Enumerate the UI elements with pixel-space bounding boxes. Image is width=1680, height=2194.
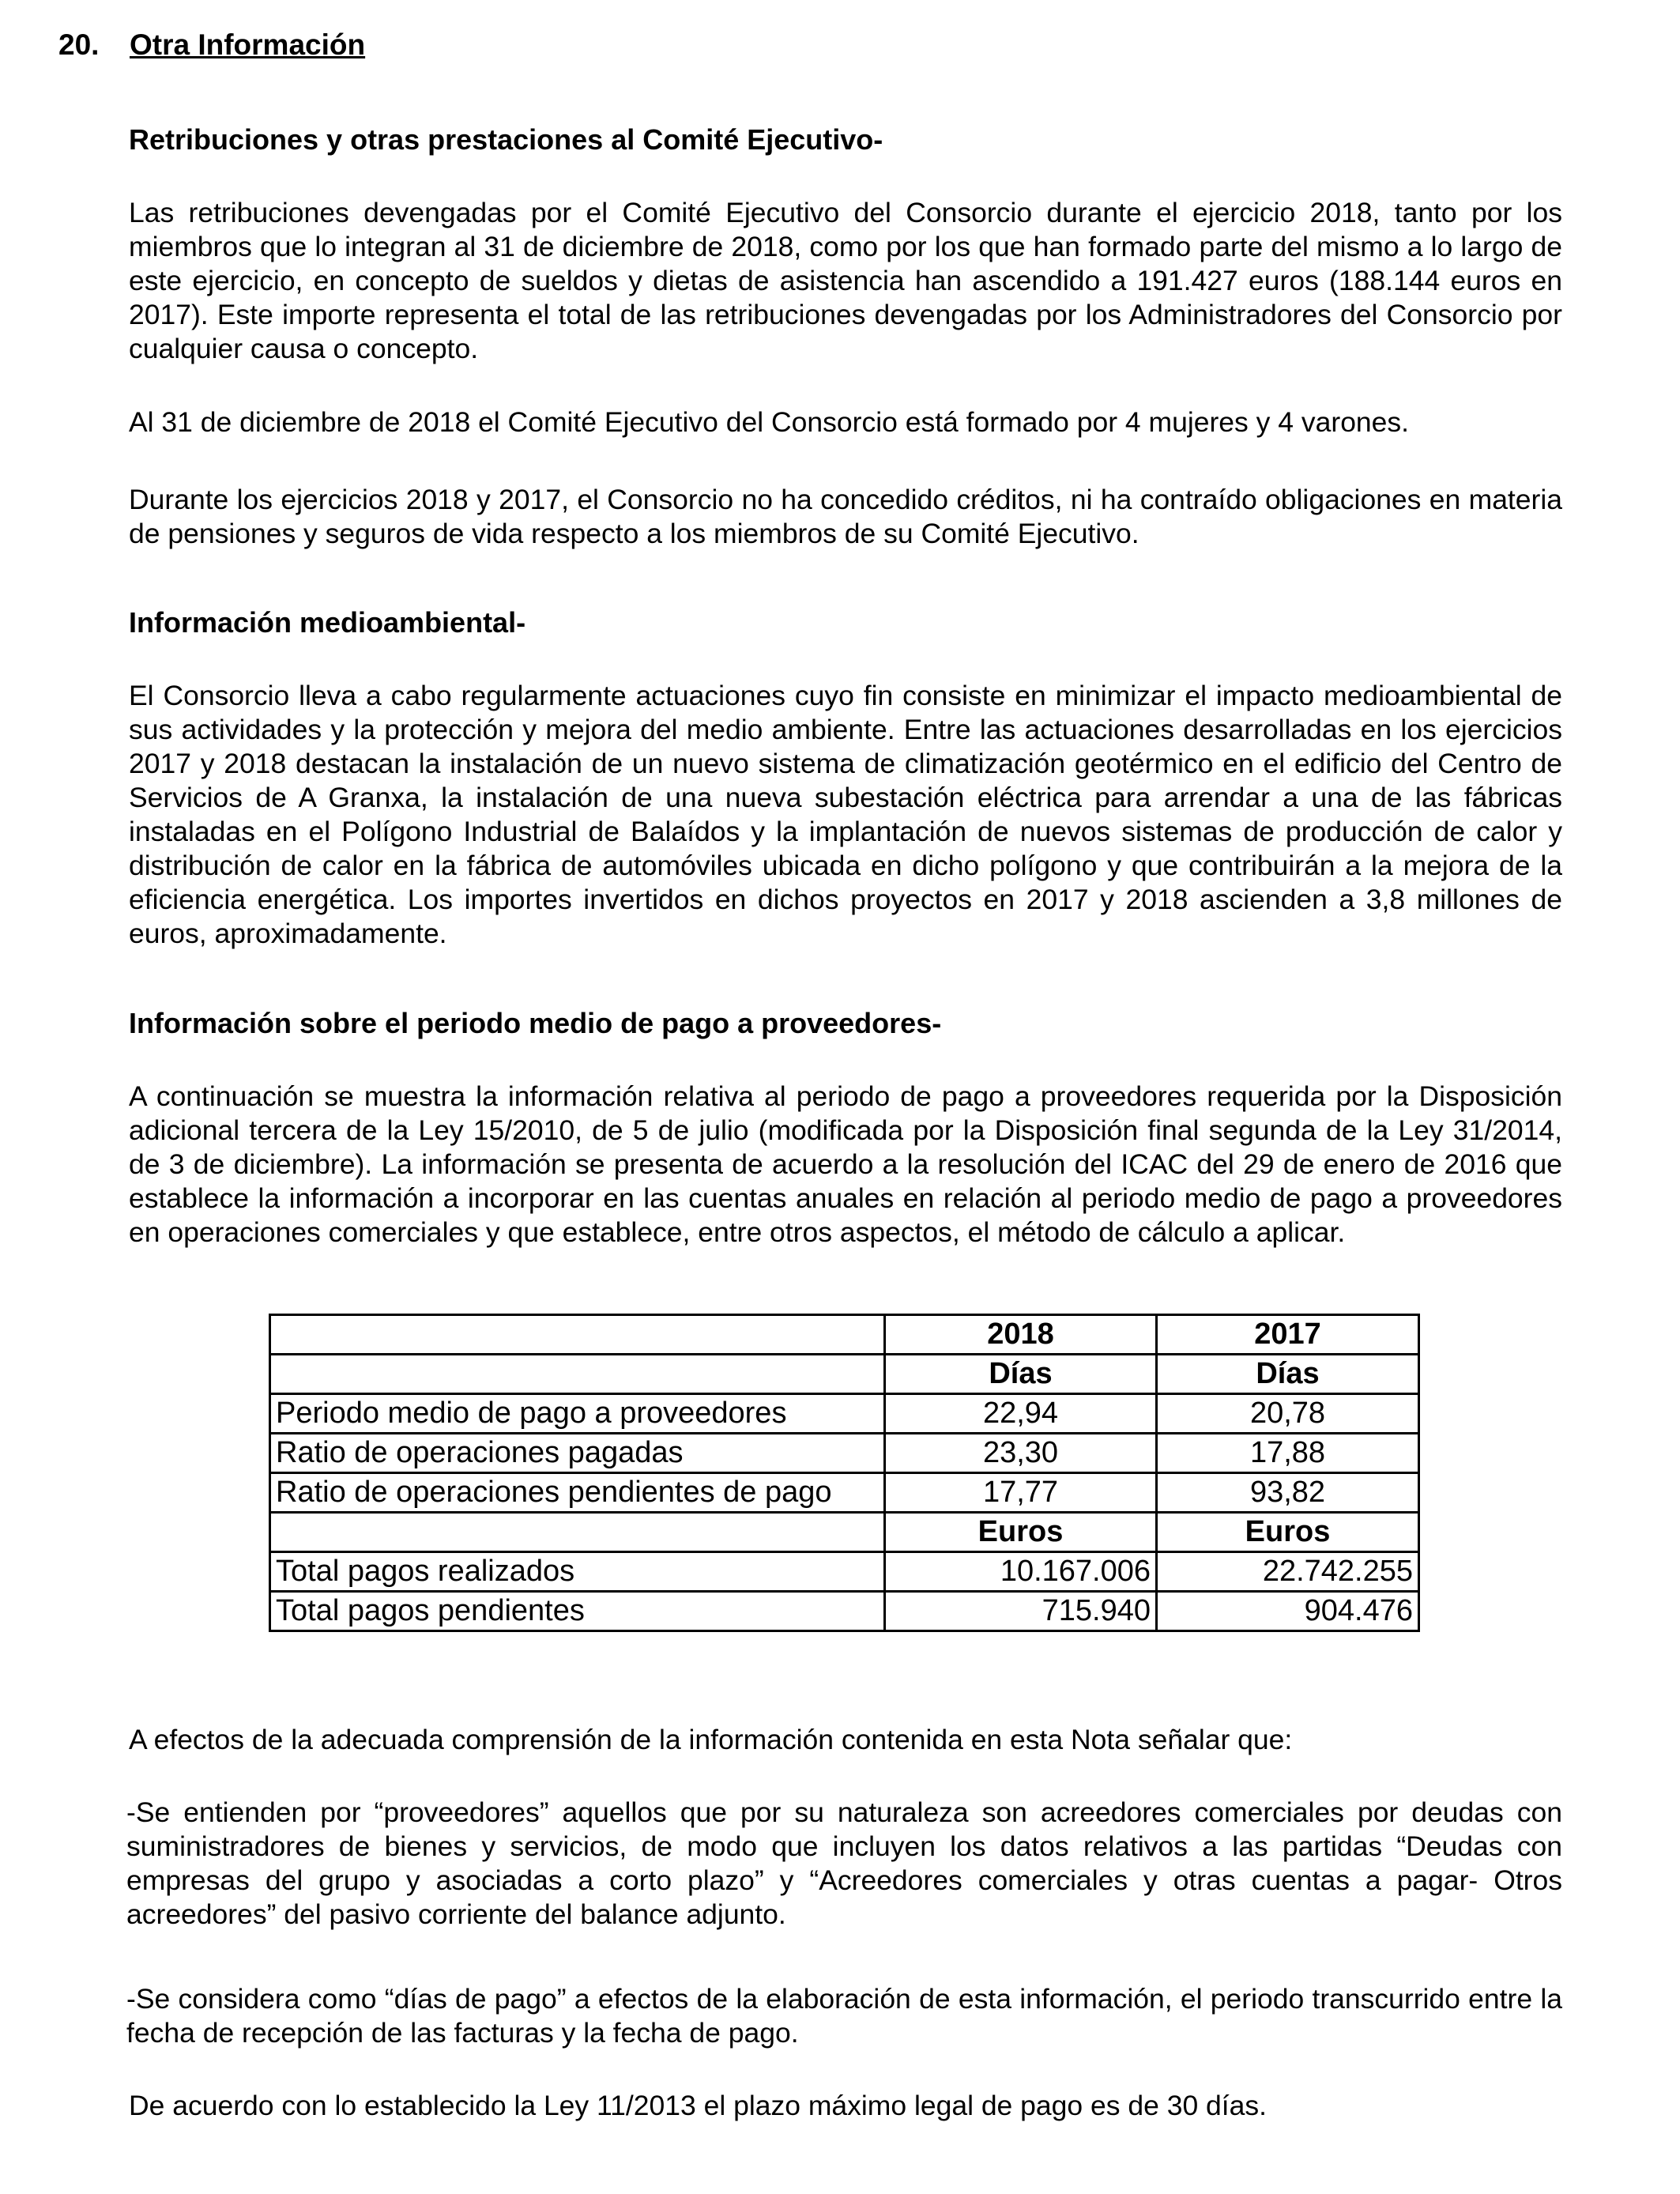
section-title-retribuciones: Retribuciones y otras prestaciones al Comité Ejecutivo- (129, 123, 883, 156)
table-row (270, 1552, 1419, 1592)
table-row (270, 1434, 1419, 1473)
table-row-label: Ratio de operaciones pagadas (270, 1434, 885, 1473)
pago-table-wrapper (269, 1314, 1418, 1632)
table-row (270, 1394, 1419, 1434)
table-cell-2017: 93,82 (1157, 1473, 1419, 1513)
table-unit-euros-2017: Euros (1157, 1513, 1419, 1552)
table-row-label: Total pagos pendientes (270, 1592, 885, 1631)
table-cell-2017: 17,88 (1157, 1434, 1419, 1473)
table-empty-cell (270, 1315, 885, 1355)
table-unit-days-2018: Días (885, 1355, 1157, 1394)
retribuciones-paragraph-3: Durante los ejercicios 2018 y 2017, el Consorcio no ha concedido créditos, ni ha contraído obligaciones en materia de pensiones y seguros de vida respecto a los miembros de su Comité Ejecutivo. (129, 484, 1562, 549)
pago-closing: De acuerdo con lo establecido la Ley 11/2013 el plazo máximo legal de pago es de 30 días. (129, 2090, 1268, 2121)
table-header-2017: 2017 (1157, 1315, 1419, 1355)
table-empty-cell (270, 1513, 885, 1552)
table-row-label: Total pagos realizados (270, 1552, 885, 1592)
table-cell-2018: 17,77 (885, 1473, 1157, 1513)
section-title-pago-proveedores: Información sobre el periodo medio de pago a proveedores- (129, 1007, 942, 1039)
table-cell-2018: 10.167.006 (885, 1552, 1157, 1592)
pago-bullet-dias-de-pago: -Se considera como “días de pago” a efectos de la elaboración de esta información, el periodo transcurrido entre la fecha de recepción de las facturas y la fecha de pago. (126, 1983, 1562, 2049)
section-title-medioambiental: Información medioambiental- (129, 606, 526, 639)
table-header-row-years (270, 1315, 1419, 1355)
table-header-row-euros (270, 1513, 1419, 1552)
table-row-label: Ratio de operaciones pendientes de pago (270, 1473, 885, 1513)
table-row (270, 1473, 1419, 1513)
table-cell-2017: 20,78 (1157, 1394, 1419, 1434)
table-cell-2018: 715.940 (885, 1592, 1157, 1631)
pago-paragraph: A continuación se muestra la información relativa al periodo de pago a proveedores requerida por la Disposición adicional tercera de la Ley 15/2010, de 5 de julio (modificada por la Disposición final segunda de la Ley 31/2014, de 3 de diciembre). La información se presenta de acuerdo a la resolución del ICAC del 29 de enero de 2016 que establece la información a incorporar en las cuentas anuales en relación al periodo medio de pago a proveedores en operaciones comerciales y que establece, entre otros aspectos, el método de cálculo a aplicar. (129, 1080, 1562, 1248)
table-row-label: Periodo medio de pago a proveedores (270, 1394, 885, 1434)
note-title: Otra Información (130, 28, 366, 61)
retribuciones-paragraph-2: Al 31 de diciembre de 2018 el Comité Ejecutivo del Consorcio está formado por 4 mujeres y 4 varones. (129, 406, 1410, 438)
table-cell-2018: 23,30 (885, 1434, 1157, 1473)
table-cell-2017: 904.476 (1157, 1592, 1419, 1631)
table-header-2018: 2018 (885, 1315, 1157, 1355)
note-heading (58, 28, 365, 62)
table-unit-days-2017: Días (1157, 1355, 1419, 1394)
table-row (270, 1592, 1419, 1631)
table-header-row-days (270, 1355, 1419, 1394)
table-unit-euros-2018: Euros (885, 1513, 1157, 1552)
table-cell-2018: 22,94 (885, 1394, 1157, 1434)
retribuciones-paragraph-1: Las retribuciones devengadas por el Comité Ejecutivo del Consorcio durante el ejercicio 2018, tanto por los miembros que lo integran al 31 de diciembre de 2018, como por los que han formado parte del mismo a lo largo de este ejercicio, en concepto de sueldos y dietas de asistencia han ascendido a 191.427 euros (188.144 euros en 2017). Este importe representa el total de las retribuciones devengadas por los Administradores del Consorcio por cualquier causa o concepto. (129, 197, 1562, 364)
pago-bullet-proveedores: -Se entienden por “proveedores” aquellos que por su naturaleza son acreedores comerciales por deudas con suministradores de bienes y servicios, de modo que incluyen los datos relativos a las partidas “Deudas con empresas del grupo y asociadas a corto plazo” y “Acreedores comerciales y otras cuentas a pagar- Otros acreedores” del pasivo corriente del balance adjunto. (126, 1796, 1562, 1930)
note-number: 20. (58, 28, 100, 61)
medioambiental-paragraph: El Consorcio lleva a cabo regularmente actuaciones cuyo fin consiste en minimizar el impacto medioambiental de sus actividades y la protección y mejora del medio ambiente. Entre las actuaciones desarrolladas en los ejercicios 2017 y 2018 destacan la instalación de un nuevo sistema de climatización geotérmico en el edificio del Centro de Servicios de A Granxa, la instalación de una nueva subestación eléctrica para arrendar a una de las fábricas instaladas en el Polígono Industrial de Balaídos y la implantación de nuevos sistemas de producción de calor y distribución de calor en la fábrica de automóviles ubicada en dicho polígono y que contribuirán a la mejora de la eficiencia energética. Los importes invertidos en dichos proyectos en 2017 y 2018 ascienden a 3,8 millones de euros, aproximadamente. (129, 680, 1562, 949)
pago-proveedores-table (269, 1314, 1420, 1632)
table-empty-cell (270, 1355, 885, 1394)
pago-intro: A efectos de la adecuada comprensión de la información contenida en esta Nota señalar que: (129, 1724, 1293, 1755)
table-cell-2017: 22.742.255 (1157, 1552, 1419, 1592)
